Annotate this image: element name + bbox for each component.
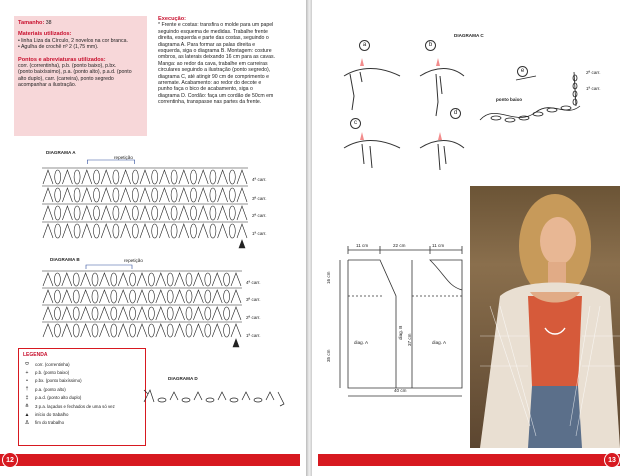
execution-line: diagrama A. Para formar as palas direita e (158, 41, 256, 48)
diagram-a-title: DIAGRAMA A (46, 150, 76, 155)
diagram-a-row-label: 2ª carr. (252, 213, 267, 218)
diagram-a-chart (42, 160, 252, 256)
legend-title: LEGENDA (23, 352, 48, 358)
legend-symbol: Δ (25, 419, 29, 426)
ponto-baixo-label: ponto baixo (496, 97, 523, 102)
points-title: Pontos e abreviaturas utilizados: (18, 56, 106, 63)
left-page-number: 12 (2, 452, 18, 468)
size-value: 38 (45, 20, 52, 26)
execution-line: esquerda, siga o diagrama B. Montagem: costure (158, 48, 272, 55)
legend-text: 3 p.a. laçados e fechados de uma só vez (35, 403, 115, 409)
measure-top: 22 cm (393, 243, 406, 248)
measure-center: 37 cm (407, 333, 412, 346)
carr-label: 1ª carr. (586, 86, 601, 91)
execution-line: circulares seguindo a ilustração (ponto segredo), (158, 67, 271, 74)
diagram-a-row-label: 3ª carr. (252, 196, 267, 201)
model-illustration (470, 186, 620, 448)
right-footer-bar (318, 454, 620, 466)
legend-symbol: ‡ (25, 394, 29, 401)
diagram-d-chart (140, 384, 288, 408)
materials-item: • Agulha de crochê nº 2 (1,75 mm). (18, 44, 99, 51)
materials-title: Materiais utilizados: (18, 31, 72, 38)
points-line: corr. (correntinha), p.b. (ponto baixo), p.bx. (18, 63, 117, 70)
panel-label: diag. A (432, 340, 447, 345)
legend-symbol: + (25, 369, 29, 376)
diagram-a-repeat: repetição (114, 155, 133, 160)
step-label-c: c (350, 118, 361, 129)
execution-block (158, 16, 298, 106)
diagram-b-row-label: 2ª carr. (246, 315, 261, 320)
legend-row (23, 368, 145, 376)
diagram-b-row-label: 3ª carr. (246, 297, 261, 302)
execution-title: Execução: (158, 16, 186, 22)
legend-row (23, 410, 145, 418)
execution-line: seguindo esquema de medidas. Trabalhe frente (158, 28, 268, 35)
diagram-c-title: DIAGRAMA C (454, 33, 484, 38)
legend-row (23, 377, 145, 385)
step-label-b: b (425, 40, 436, 51)
materials-item: • linha Liza da Círculo, 2 novelos na cor branca. (18, 37, 128, 44)
execution-line: direita, esquerda e parte das costas, seguindo o (158, 35, 269, 42)
measure-left: 35 cm (326, 349, 331, 362)
legend-text: p.bx. (ponto baixíssimo) (35, 378, 82, 384)
measure-left: 16 cm (326, 271, 331, 284)
garment-schematic (336, 246, 476, 406)
legend-row (23, 419, 145, 427)
points-line: acompanhar a ilustração. (18, 82, 77, 89)
legend-row (23, 402, 145, 410)
legend-row (23, 385, 145, 393)
step-label-d: d (450, 108, 461, 119)
execution-line: punho faça o bico de acabamento, siga o (158, 86, 253, 93)
left-footer-bar (0, 454, 300, 466)
legend-text: fim do trabalho (35, 420, 65, 426)
points-line: alto duplo), carr. (carreira), ponto segredo (18, 75, 114, 82)
diagram-b-chart (42, 265, 246, 351)
execution-line: correntinha, transpasse nas partes da frente. (158, 99, 262, 106)
execution-line: Manga: ao redor da cava, trabalhe em carreiras (158, 60, 268, 67)
diagram-b-row-label: 4ª carr. (246, 280, 261, 285)
legend-box (18, 348, 146, 446)
diagram-a-row-label: 4ª carr. (252, 177, 267, 182)
carr-label: 2ª carr. (586, 70, 601, 75)
diagram-b-repeat: repetição (124, 258, 143, 263)
model-photo (470, 186, 620, 448)
legend-text: início do trabalho (35, 412, 69, 418)
measure-bottom: 40 cm (394, 388, 407, 393)
measure-top: 11 cm (432, 243, 445, 248)
legend-symbol: † (25, 386, 29, 393)
execution-line: * Frente e costas: transfira o molde para um papel (158, 22, 274, 29)
diagram-b-title: DIAGRAMA B (50, 257, 80, 262)
diagram-d-title: DIAGRAMA D (168, 376, 198, 381)
legend-text: p.a. (ponto alto) (35, 386, 66, 392)
legend-text: p.b. (ponto baixo) (35, 370, 70, 376)
step-label-e: e (517, 66, 528, 77)
panel-label: diag. A (354, 340, 369, 345)
execution-line: diagrama C, até atingir 90 cm de comprimento e (158, 73, 270, 80)
legend-row (23, 394, 145, 402)
execution-line: diagrama D. Cordão: faça um cordão de 50cm em (158, 92, 274, 99)
points-line: (ponto baixíssimo), p.a. (ponto alto), p.a.d. (ponto (18, 69, 132, 76)
execution-line: arremate. Acabamento: ao redor do decote e (158, 80, 262, 87)
step-illustrations (340, 36, 470, 176)
legend-text: p.a.d. (ponto alto duplo) (35, 395, 82, 401)
diagram-a-row-label: 1ª carr. (252, 231, 267, 236)
step-label-a: a (359, 40, 370, 51)
execution-line: ombros, as laterais deixando 16 cm para as cavas. (158, 54, 276, 61)
diagram-c-chain (476, 62, 586, 132)
left-page (0, 0, 308, 476)
legend-text: corr. (correntinha) (35, 361, 70, 367)
size-label: Tamanho: (18, 20, 45, 26)
right-page-number: 13 (604, 452, 620, 468)
diagram-b-row-label: 1ª carr. (246, 333, 261, 338)
legend-row (23, 360, 145, 368)
legend-symbol: ⬭ (24, 361, 30, 368)
legend-symbol: ▲ (24, 411, 30, 418)
legend-symbol: ⋔ (24, 403, 30, 410)
panel-label: diag. B (398, 325, 403, 340)
materials-block (18, 20, 146, 89)
measure-top: 11 cm (356, 243, 369, 248)
legend-symbol: • (26, 377, 28, 384)
